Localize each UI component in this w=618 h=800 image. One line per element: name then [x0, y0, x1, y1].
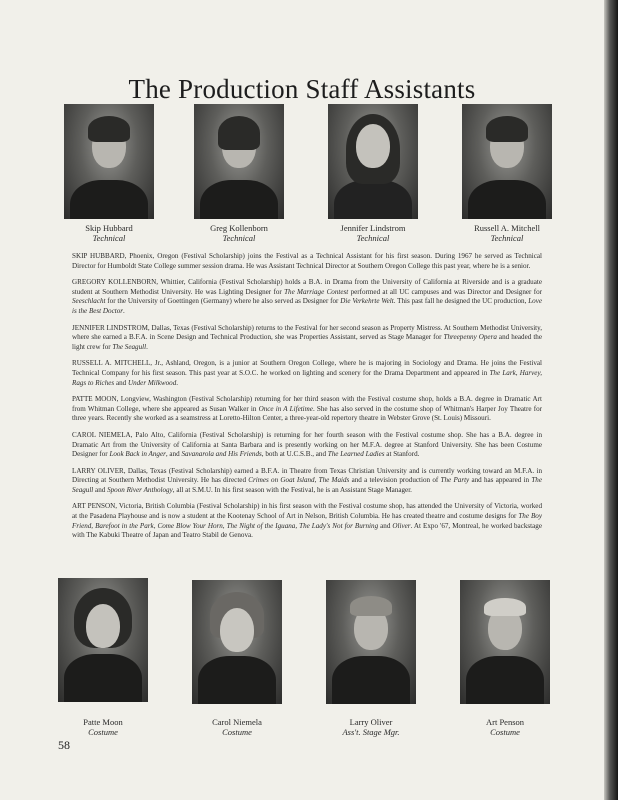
page-title: The Production Staff Assistants — [128, 74, 476, 105]
portrait-skip-hubbard — [64, 104, 154, 219]
biographies — [72, 252, 542, 548]
bio-larry-oliver: LARRY OLIVER, Dallas, Texas (Festival Scholarship) earned a B.F.A. in Theatre from Texas Christian University and is currently working toward an M.F.A. in Directing at Southern Methodist University. He has directed Crimes on Goat Island, The Maids and a television production of The Party and has appeared in The Seagull and Spoon River Anthology, all at S.M.U. In his first season with the Festival, he is an Assistant Stage Manager. — [72, 466, 542, 494]
portrait-jennifer-lindstrom — [328, 104, 418, 219]
staff-name: Jennifer Lindstrom — [340, 223, 406, 233]
caption-jennifer-lindstrom — [313, 223, 433, 243]
staff-role: Technical — [92, 233, 126, 243]
staff-name: Carol Niemela — [212, 717, 262, 727]
bio-gregory-kollenborn: GREGORY KOLLENBORN, Whittier, California (Festival Scholarship) holds a B.A. in Drama from the University of California at Riverside and is a graduate student at Southern Methodist University. He was Lighting Designer for The Marriage Contest performed at all UC campuses and was Director and Designer for Seeschlacht for the University of Goettingen (Germany) where he also served as Designer for Die Verkehrte Welt. This past fall he designed the UC production, Love is the Best Doctor. — [72, 278, 542, 315]
bio-jennifer-lindstrom: JENNIFER LINDSTROM, Dallas, Texas (Festival Scholarship) returns to the Festival for her second season as Property Mistress. At Southern Methodist University, where she earned a B.F.A. in Scene Design and Technical Production, she was Properties Assistant, served as Stage Manager for Threepenny Opera and headed the light crew for The Seagull. — [72, 323, 542, 351]
bio-patte-moon: PATTE MOON, Longview, Washington (Festival Scholarship) returning for her third season with the Festival costume shop, holds a B.A. degree in Dramatic Art from Whitman College, where she appeared as Susan Walker in Once in A Lifetime. She has also served in the costume shop of Whitman's Harper Joy Theatre for three years. Recently she worked as a seamstress at Loretto-Hilton Center, a three-year-old repertory theatre in Webster Grove (St. Louis) Missouri. — [72, 395, 542, 423]
portrait-russell-mitchell — [462, 104, 552, 219]
staff-role: Costume — [490, 727, 520, 737]
staff-role: Costume — [88, 727, 118, 737]
staff-name: Greg Kollenborn — [210, 223, 268, 233]
portrait-carol-niemela — [192, 580, 282, 704]
portrait-larry-oliver — [326, 580, 416, 704]
portrait-patte-moon — [58, 578, 148, 702]
caption-patte-moon — [43, 717, 163, 737]
staff-name: Art Penson — [485, 717, 524, 727]
staff-role: Technical — [490, 233, 524, 243]
bio-skip-hubbard: SKIP HUBBARD, Phoenix, Oregon (Festival Scholarship) joins the Festival as a Technical Assistant for his first season. During 1967 he served as Technical Director for Humboldt State College summer session drama. He was Assistant Technical Director at Southern Oregon College this past year, where he is a senior. — [72, 252, 542, 270]
caption-greg-kollenborn — [179, 223, 299, 243]
bio-art-penson: ART PENSON, Victoria, British Columbia (Festival Scholarship) in his first season with the Festival costume shop, has attended the University of Victoria, worked at the Pasadena Playhouse and is now a student at the Kootenay School of Art in Nelson, British Columbia. He has created theatre and costume designs for The Boy Friend, Barefoot in the Park, Come Blow Your Horn, The Night of the Iguana, The Lady's Not for Burning and Oliver. At Expo '67, Montreal, he worked backstage with The Kabuki Theatre of Japan and Teatro Stabil de Genova. — [72, 502, 542, 540]
caption-russell-mitchell — [447, 223, 567, 243]
portrait-art-penson — [460, 580, 550, 704]
staff-role: Costume — [222, 727, 252, 737]
caption-skip-hubbard — [49, 223, 169, 243]
staff-role: Technical — [356, 233, 390, 243]
staff-name: Patte Moon — [83, 717, 123, 727]
portrait-greg-kollenborn — [194, 104, 284, 219]
page-number: 58 — [58, 738, 70, 752]
staff-role: Technical — [222, 233, 256, 243]
caption-art-penson — [445, 717, 565, 737]
staff-name: Russell A. Mitchell — [474, 223, 540, 233]
staff-role: Ass't. Stage Mgr. — [342, 727, 400, 737]
bio-carol-niemela: CAROL NIEMELA, Palo Alto, California (Festival Scholarship) is returning for her fourth season with the Festival costume shop. She has a B.A. degree in Dramatic Art from the University of California at Santa Barbara and is presently working on her M.F.A. degree at Stanford University. She has been Costume Designer for Look Back in Anger, and Savanarola and His Friends, both at U.C.S.B., and The Learned Ladies at Stanford. — [72, 430, 542, 459]
bio-russell-mitchell: RUSSELL A. MITCHELL, Jr., Ashland, Oregon, is a junior at Southern Oregon College, where he is majoring in Sociology and Drama. He joins the Festival Technical Company for his first season. This past year at S.O.C. he worked on lighting and scenery for the Drama Department and appeared in The Lark, Harvey, Rags to Riches and Under Milkwood. — [72, 359, 542, 387]
staff-name: Larry Oliver — [349, 717, 393, 727]
caption-carol-niemela — [177, 717, 297, 737]
staff-name: Skip Hubbard — [85, 223, 133, 233]
caption-larry-oliver — [311, 717, 431, 737]
book-spine-edge — [604, 0, 618, 800]
